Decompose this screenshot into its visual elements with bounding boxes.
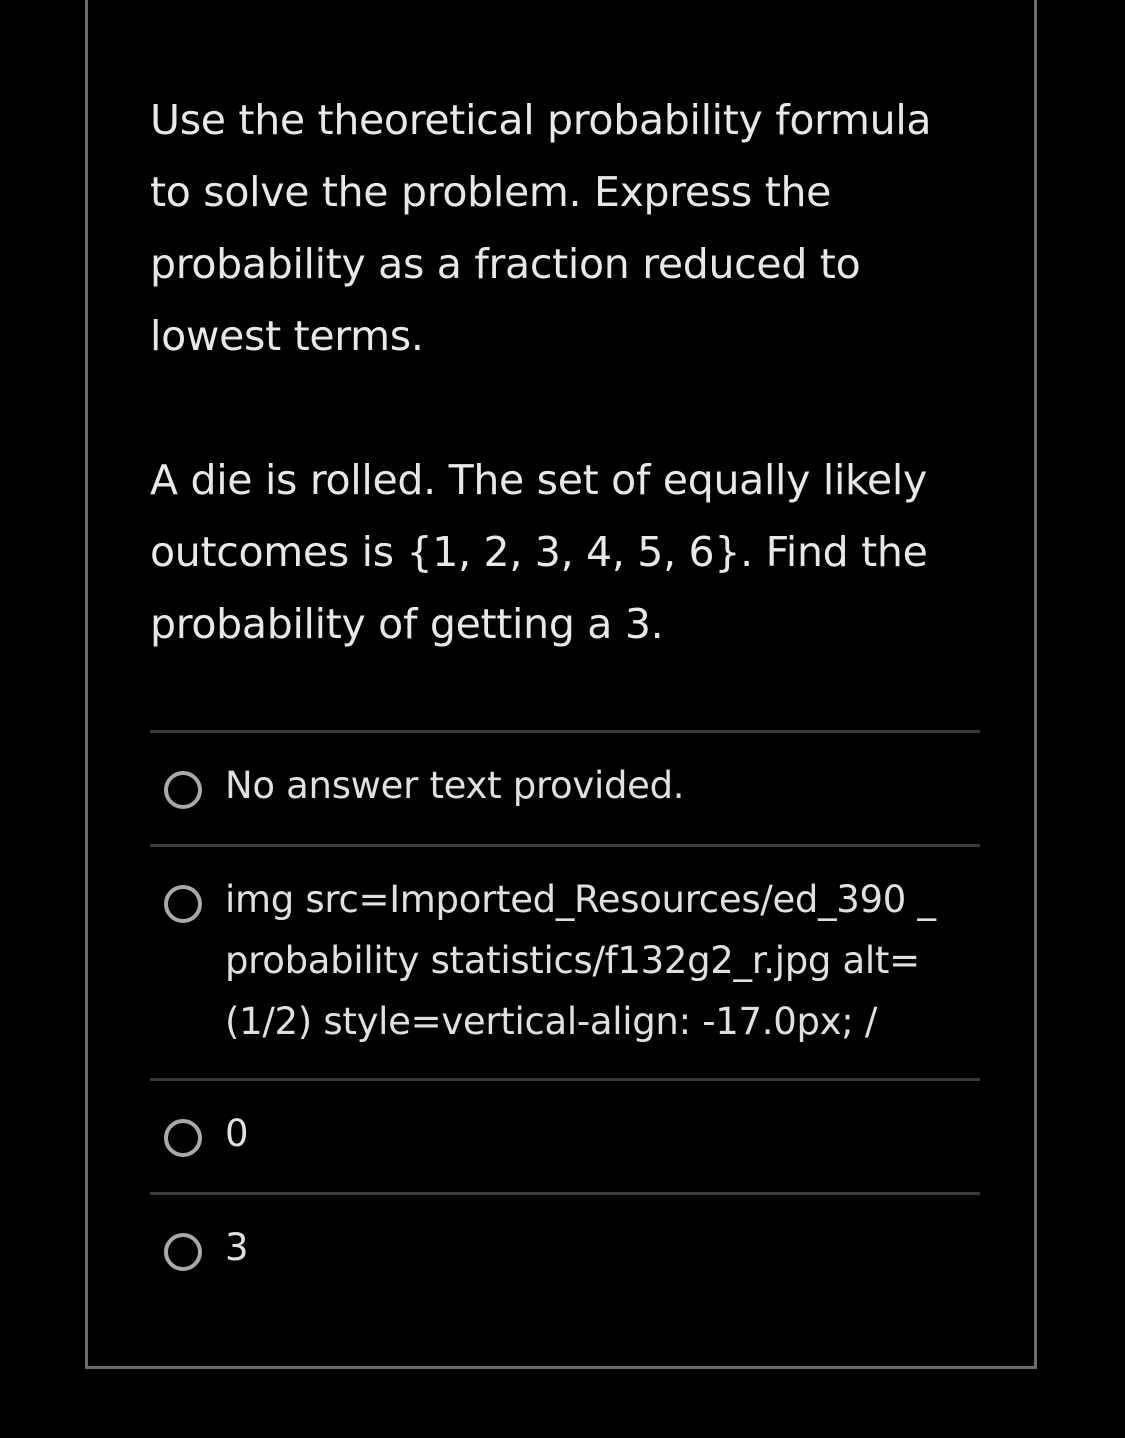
- answer-option-1[interactable]: [150, 730, 980, 844]
- question-instructions: Use the theoretical probability formula to solve the problem. Express the probability as a fraction reduced to lowest terms.: [150, 96, 932, 360]
- radio-button-icon[interactable]: [164, 885, 202, 923]
- answer-option-2[interactable]: [150, 844, 980, 1078]
- answer-label: img src=Imported_Resources/ed_390 _ probability statistics/f132g2_r.jpg alt=(1/2) style=vertical-align: -17.0px; /: [225, 878, 936, 1043]
- question-card: [85, 0, 1037, 1369]
- answer-label: No answer text provided.: [225, 764, 685, 807]
- radio-button-icon[interactable]: [164, 771, 202, 809]
- answer-label: 3: [225, 1226, 249, 1269]
- answer-option-4[interactable]: [150, 1192, 980, 1306]
- radio-button-icon[interactable]: [164, 1119, 202, 1157]
- answer-list: [150, 730, 980, 1306]
- question-problem: A die is rolled. The set of equally likely outcomes is {1, 2, 3, 4, 5, 6}. Find the probability of getting a 3.: [150, 456, 928, 648]
- answer-option-3[interactable]: [150, 1078, 980, 1192]
- radio-button-icon[interactable]: [164, 1233, 202, 1271]
- answer-label: 0: [225, 1112, 249, 1155]
